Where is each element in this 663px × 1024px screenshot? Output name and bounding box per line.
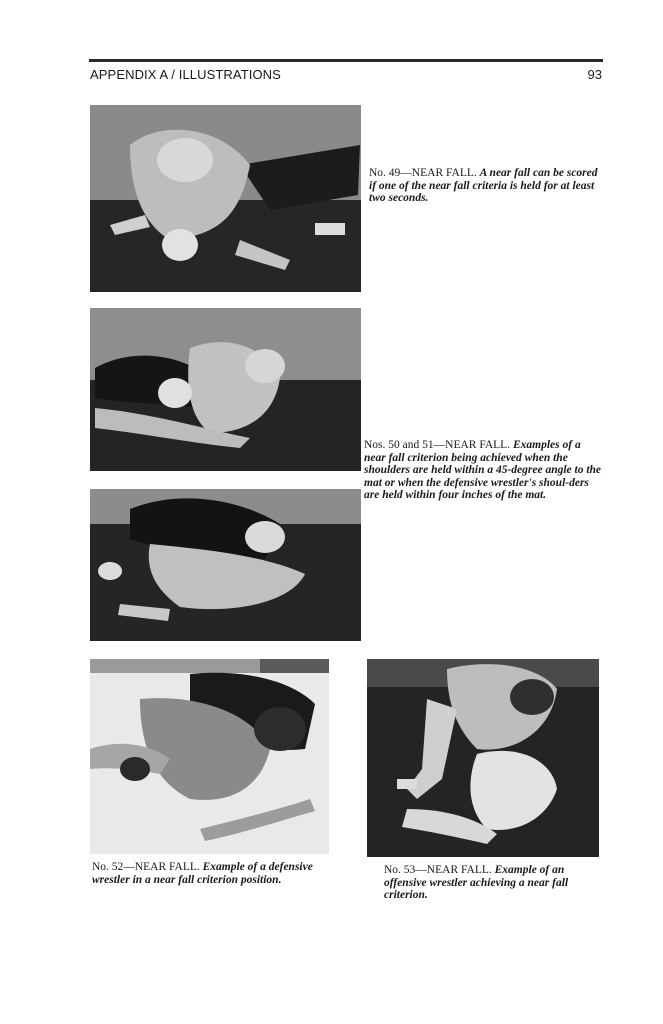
running-header: APPENDIX A / ILLUSTRATIONS [90, 67, 281, 82]
photo-near-fall-50 [90, 308, 361, 471]
caption-52-text: Example of a defensive wrestler in a near fall criterion position. [92, 861, 313, 886]
header-rule [89, 59, 603, 62]
photo-near-fall-49 [90, 105, 361, 292]
caption-50-51-text: Examples of a near fall criterion being achieved when the shoulders are held within a 45-degree angle to the mat or when the defensive wrestler's shoul-ders are held within four inches of the mat. [364, 439, 602, 501]
caption-52 [92, 861, 328, 886]
photo-near-fall-52 [90, 659, 329, 854]
caption-52-number: No. 52—NEAR FALL. [92, 861, 200, 873]
photo-near-fall-51 [90, 489, 361, 641]
caption-49-number: No. 49—NEAR FALL. [369, 167, 477, 179]
caption-53 [384, 864, 600, 902]
page-number: 93 [587, 67, 602, 82]
caption-49-text: A near fall can be scored if one of the near fall criteria is held for at least two seconds. [369, 167, 598, 204]
caption-50-51-number: Nos. 50 and 51—NEAR FALL. [364, 439, 511, 451]
caption-49 [369, 167, 601, 205]
caption-53-text: Example of an offensive wrestler achieving a near fall criterion. [384, 864, 569, 901]
caption-50-51 [364, 439, 602, 502]
photo-near-fall-53 [367, 659, 599, 857]
caption-53-number: No. 53—NEAR FALL. [384, 864, 492, 876]
